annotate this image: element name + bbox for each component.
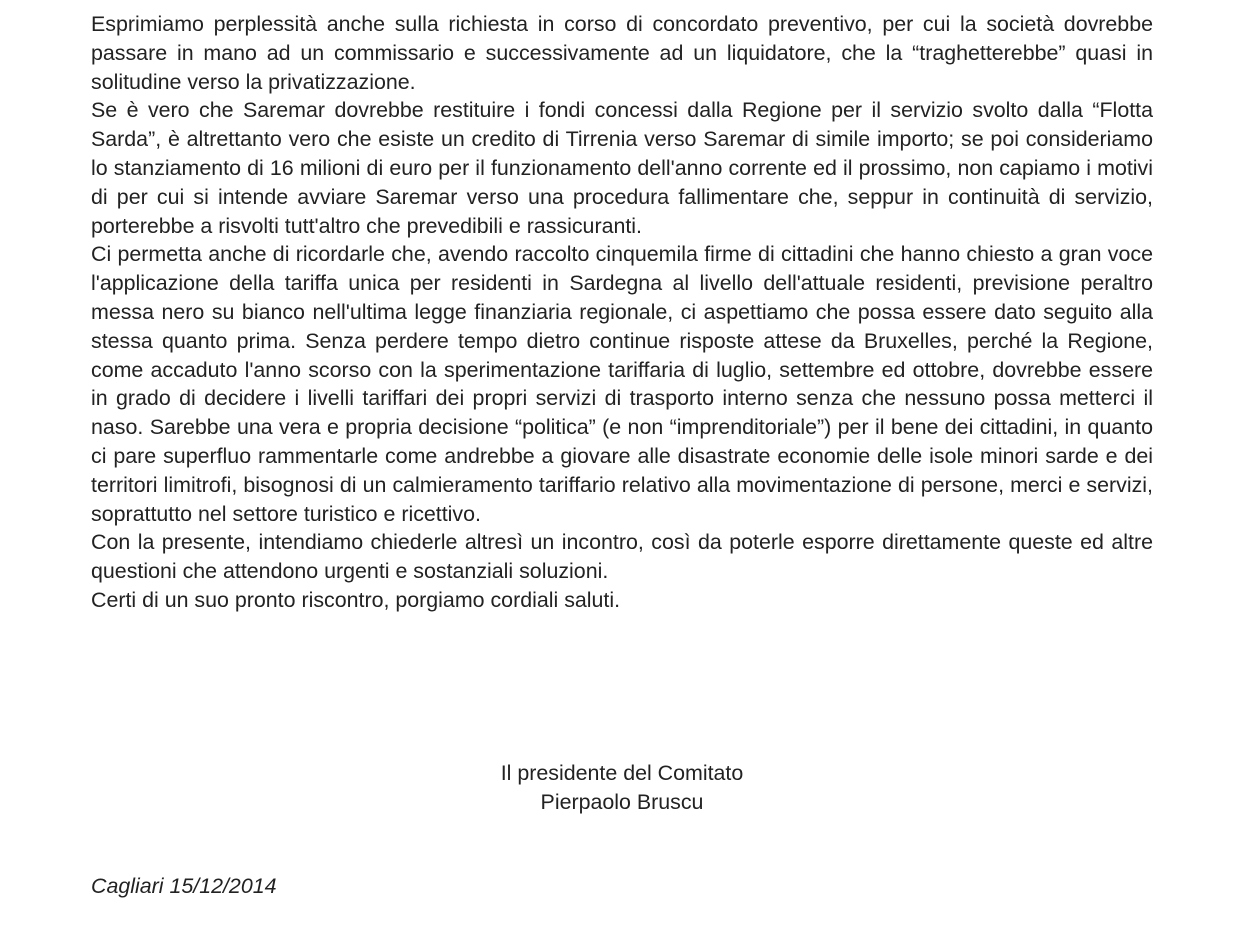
paragraph-saremar-fondi: Se è vero che Saremar dovrebbe restituire i fondi concessi dalla Regione per il servizio svolto dalla “Flotta Sarda”, è altrettanto vero che esiste un credito di Tirrenia verso Saremar di simile importo; se poi consideriamo lo stanziamento di 16 milioni di euro per il funzionamento dell'anno corrente ed il prossimo, non capiamo i motivi di per cui si intende avviare Saremar verso una procedura fallimentare che, seppur in continuità di servizio, porterebbe a risvolti tutt'altro che prevedibili e rassicuranti. bbox=[91, 98, 1153, 238]
place-date: Cagliari 15/12/2014 bbox=[91, 874, 277, 898]
paragraph-saluti: Certi di un suo pronto riscontro, porgiamo cordiali saluti. bbox=[91, 587, 621, 612]
paragraph-concordato: Esprimiamo perplessità anche sulla richiesta in corso di concordato preventivo, per cui la società dovrebbe passare in mano ad un commissario e successivamente ad un liquidatore, che la “traghetterebbe” quasi in solitudine verso la privatizzazione. bbox=[91, 12, 1153, 94]
signature-name: Pierpaolo Bruscu bbox=[540, 790, 704, 814]
paragraph-incontro: Con la presente, intendiamo chiederle altresì un incontro, così da poterle esporre direttamente queste ed altre questioni che attendono urgenti e sostanziali soluzioni. bbox=[91, 530, 1153, 584]
paragraph-tariffa-unica: Ci permetta anche di ricordarle che, avendo raccolto cinquemila firme di cittadini che hanno chiesto a gran voce l'applicazione della tariffa unica per residenti in Sardegna al livello dell'attuale residenti, previsione peraltro messa nero su bianco nell'ultima legge finanziaria regionale, ci aspettiamo che possa essere dato seguito alla stessa quanto prima. Senza perdere tempo dietro continue risposte attese da Bruxelles, perché la Regione, come accaduto l'anno scorso con la sperimentazione tariffaria di luglio, settembre ed ottobre, dovrebbe essere in grado di decidere i livelli tariffari dei propri servizi di trasporto interno senza che nessuno possa metterci il naso. Sarebbe una vera e propria decisione “politica” (e non “imprenditoriale”) per il bene dei cittadini, in quanto ci pare superfluo rammentarle come andrebbe a giovare alle disastrate economie delle isole minori sarde e dei territori limitrofi, bisognosi di un calmieramento tariffario relativo alla movimentazione di persone, merci e servizi, soprattutto nel settore turistico e ricettivo. bbox=[91, 242, 1153, 526]
signature-block bbox=[0, 759, 1240, 817]
letter-body bbox=[91, 10, 1153, 615]
signature-role: Il presidente del Comitato bbox=[500, 761, 744, 785]
